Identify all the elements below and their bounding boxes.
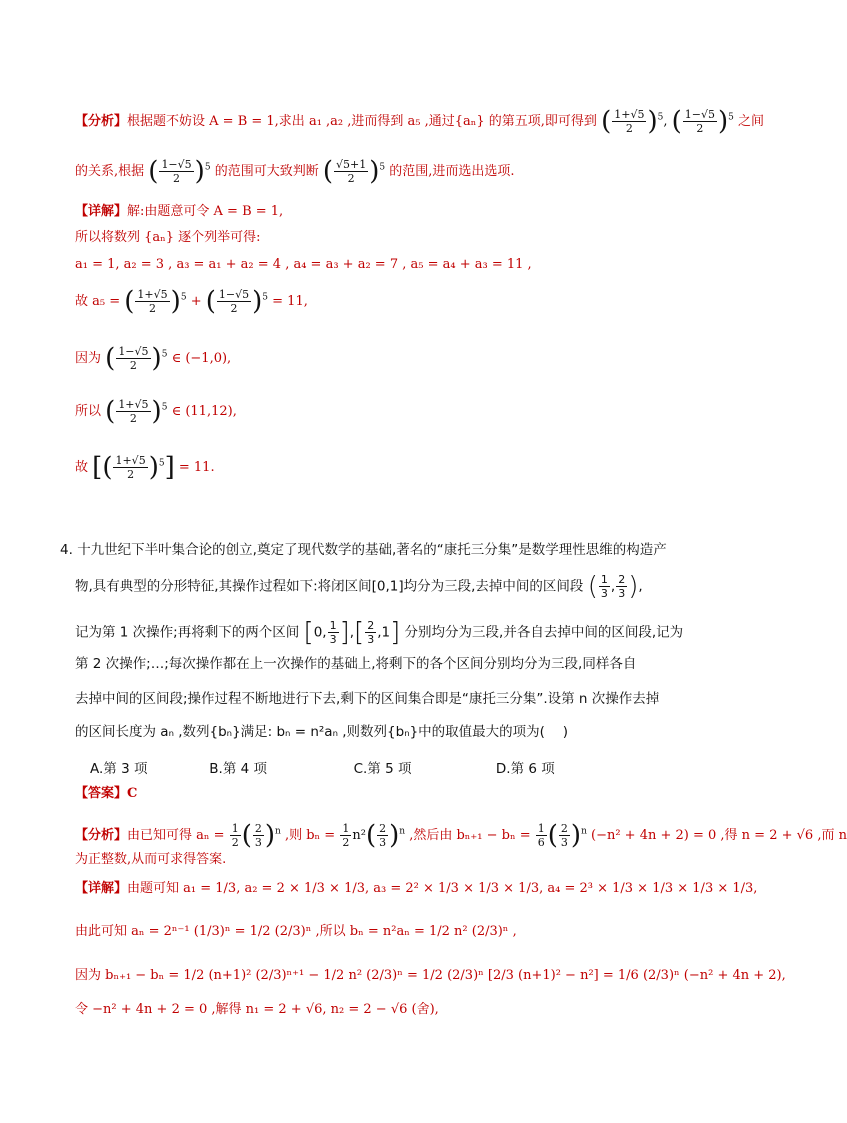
question4-line2: 物,具有典型的分形特征,其操作过程如下:将闭区间[0,1]均分为三段,去掉中间的区间段 ( $\frac{1}{3}$ , $\frac{2}{3}$ ), bbox=[75, 571, 643, 602]
option-d[interactable]: D.第 6 项 bbox=[495, 761, 555, 777]
question4-line6: 的区间长度为 aₙ ,数列{bₙ}满足: bₙ = n²aₙ ,则数列{bₙ}中的取值最大的项为( ) bbox=[75, 724, 568, 740]
detail3-line7: 故 [( $\frac{1+√5}{2}$ )$^5$] = 11. bbox=[75, 452, 215, 483]
detail3-line6: 所以 ( $\frac{1+√5}{2}$ )$^5$ ∈ (11,12), bbox=[75, 396, 237, 427]
detail3-line2: 所以将数列 {aₙ} 逐个列举可得: bbox=[75, 230, 261, 245]
detail3-line4: 故 a₅ = ( $\frac{1+√5}{2}$ )$^5$ + ( $\frac{1-√5}{2}$ )$^5$ = 11, bbox=[75, 286, 308, 317]
detail3-line3: a₁ = 1, a₂ = 3 , a₃ = a₁ + a₂ = 4 , a₄ = a₃ + a₂ = 7 , a₅ = a₄ + a₃ = 11 , bbox=[75, 257, 532, 272]
analysis4-line2: 为正整数,从而可求得答案. bbox=[75, 852, 227, 867]
detail4-line2: 由此可知 aₙ = 2ⁿ⁻¹ (1/3)ⁿ = 1/2 (2/3)ⁿ ,所以 bₙ = n²aₙ = 1/2 n² (2/3)ⁿ , bbox=[75, 924, 517, 939]
analysis-tag: 【分析】 bbox=[75, 114, 128, 129]
question4-options bbox=[90, 760, 611, 778]
question4-line5: 去掉中间的区间段;操作过程不断地进行下去,剩下的区间集合即是“康托三分集”.设第 n 次操作去掉 bbox=[75, 691, 660, 707]
fraction: $\frac{1-√5}{2}$ bbox=[684, 108, 716, 135]
question-number: 4. bbox=[60, 542, 73, 558]
analysis-tag: 【分析】 bbox=[75, 828, 128, 843]
question4-line3: 记为第 1 次操作;再将剩下的两个区间 [0, $\frac{1}{3}$ ],[ $\frac{2}{3}$ ,1] 分别均分为三段,并各自去掉中间的区间段,记为 bbox=[75, 617, 684, 648]
analysis-text-tail: 之间 bbox=[738, 114, 765, 129]
detail-tag: 【详解】 bbox=[75, 204, 128, 219]
answer-tag: 【答案】 bbox=[75, 786, 128, 801]
detail3-line5: 因为 ( $\frac{1-√5}{2}$ )$^5$ ∈ (−1,0), bbox=[75, 343, 232, 374]
question4-line4: 第 2 次操作;…;每次操作都在上一次操作的基础上,将剩下的各个区间分别均分为三段,同样各自 bbox=[75, 656, 637, 672]
answer4 bbox=[75, 785, 137, 803]
analysis3-line2: 的关系,根据 ( $\frac{1-√5}{2}$ )$^5$ 的范围可大致判断 ( $\frac{√5+1}{2}$ )$^5$ 的范围,进而选出选项. bbox=[75, 156, 515, 187]
option-c[interactable]: C.第 5 项 bbox=[353, 761, 412, 777]
option-b[interactable]: B.第 4 项 bbox=[209, 761, 268, 777]
detail4-line4: 令 −n² + 4n + 2 = 0 ,解得 n₁ = 2 + √6, n₂ = 2 − √6 (舍), bbox=[75, 1002, 439, 1017]
option-a[interactable]: A.第 3 项 bbox=[90, 761, 148, 777]
detail3-line1: 【详解】解:由题意可令 A = B = 1, bbox=[75, 204, 284, 219]
analysis4-line1: 【分析】由已知可得 aₙ = $\frac{1}{2}$ ( $\frac{2}{3}$ )$^n$ ,则 bₙ = $\frac{1}{2}$ n²( $\frac{2}{3}$ )$^n$ ,然后由 bₙ₊₁ − bₙ = $\frac{1}{6}$ ( $\frac{2}{3}$ )$^n$ (−n² + 4n + 2) = 0 ,得 n = 2 + √6 ,而 n bbox=[75, 820, 847, 851]
analysis-text: 根据题不妨设 A = B = 1,求出 a₁ ,a₂ ,进而得到 a₅ ,通过{aₙ} 的第五项,即可得到 bbox=[127, 114, 597, 129]
answer-value: C bbox=[127, 786, 138, 801]
detail4-line3: 因为 bₙ₊₁ − bₙ = 1/2 (n+1)² (2/3)ⁿ⁺¹ − 1/2 n² (2/3)ⁿ = 1/2 (2/3)ⁿ [2/3 (n+1)² − n²] = 1/6 (2/3)ⁿ (−n² + 4n + 2), bbox=[75, 968, 786, 983]
detail-tag: 【详解】 bbox=[75, 881, 128, 896]
analysis3-line1: 【分析】根据题不妨设 A = B = 1,求出 a₁ ,a₂ ,进而得到 a₅ ,通过{aₙ} 的第五项,即可得到 ( $\frac{1+√5}{2}$ )$^5$, ( $\frac{1-√5}{2}$ )$^5$ 之间 bbox=[75, 106, 765, 137]
fraction: $\frac{1+√5}{2}$ bbox=[614, 108, 645, 135]
detail4-line1: 【详解】由题可知 a₁ = 1/3, a₂ = 2 × 1/3 × 1/3, a₃ = 2² × 1/3 × 1/3 × 1/3, a₄ = 2³ × 1/3 × 1/3 × 1/3 × 1/3, bbox=[75, 881, 758, 896]
question4-line1: 4. 十九世纪下半叶集合论的创立,奠定了现代数学的基础,著名的“康托三分集”是数学理性思维的构造产 bbox=[60, 542, 667, 558]
